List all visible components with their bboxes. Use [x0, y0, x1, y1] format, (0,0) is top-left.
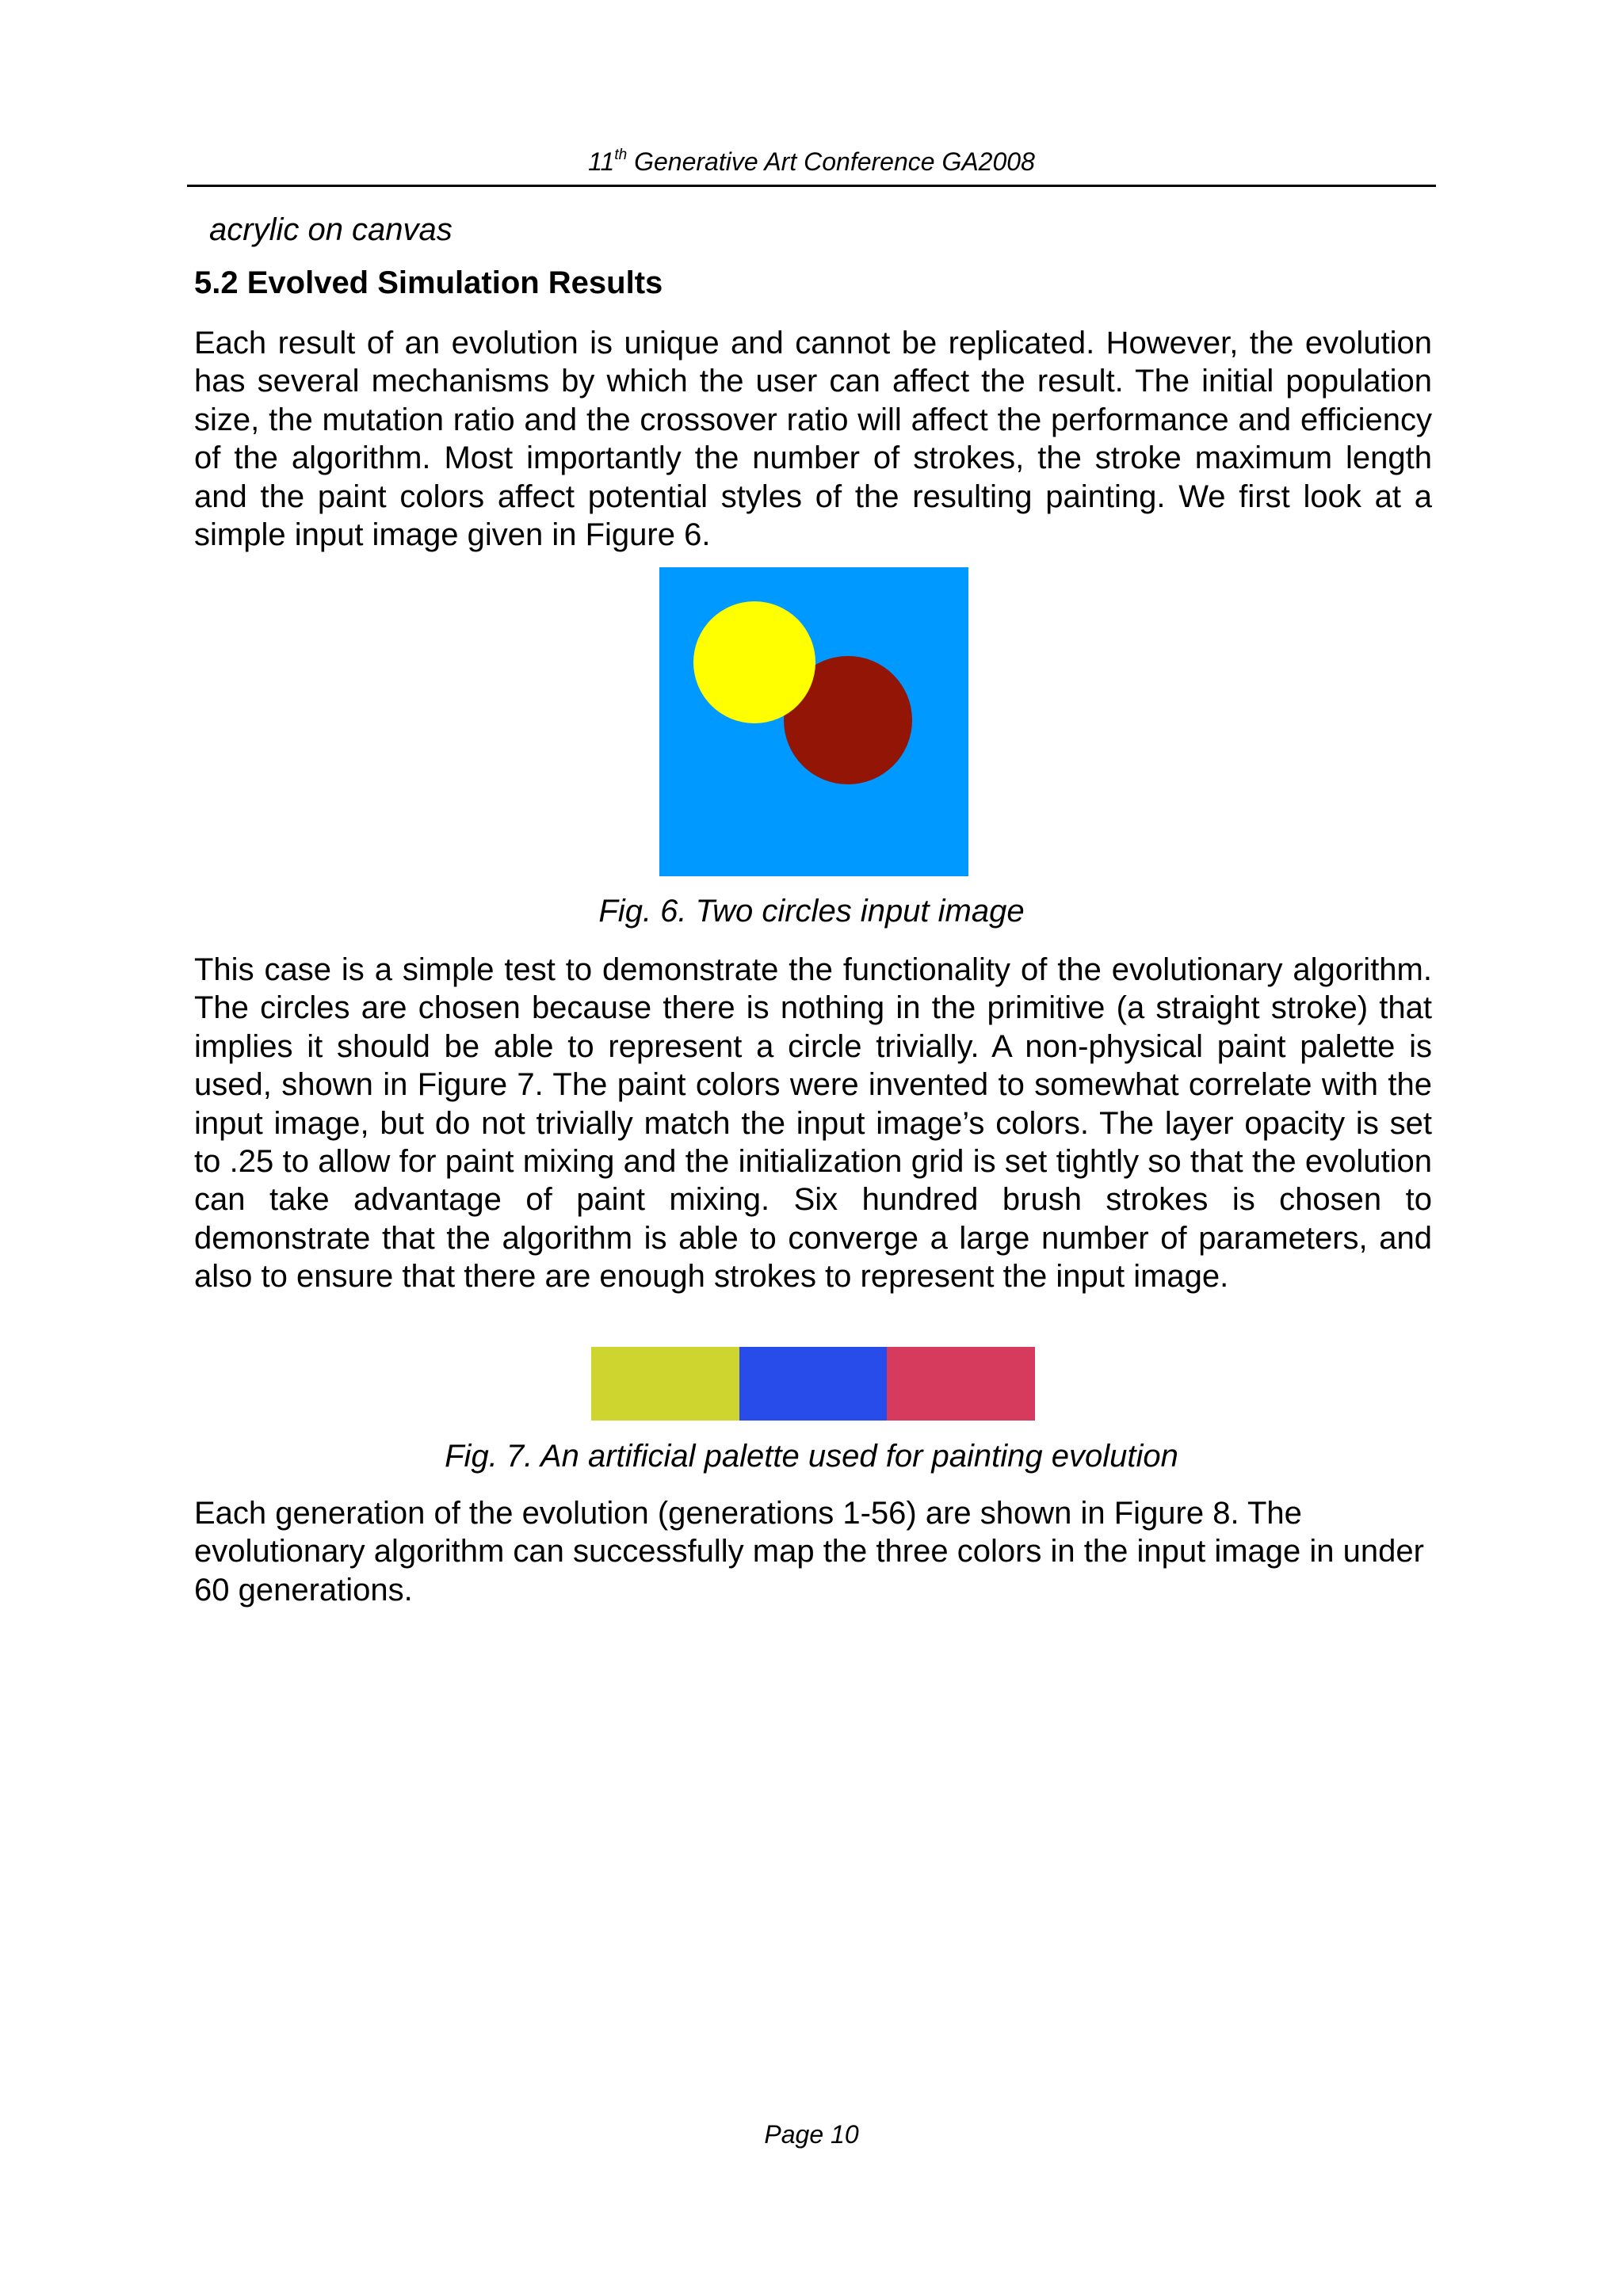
section-heading: 5.2 Evolved Simulation Results: [194, 265, 663, 300]
page-number: Page 10: [764, 2120, 859, 2149]
figure-7-caption: Fig. 7. An artificial palette used for painting evolution: [445, 1439, 1178, 1474]
header-prefix: 11: [588, 147, 615, 176]
figure-6-caption: Fig. 6. Two circles input image: [598, 894, 1025, 929]
body-paragraph-1: Each result of an evolution is unique and cannot be replicated. However, the evolution has several mechanisms by which the user can affect the result. The initial population size, the mutation ratio and the crossover ratio will affect the performance and efficiency of the algorithm. Most importantly the number of strokes, the stroke maximum length and the paint colors affect potential styles of the resulting painting. We first look at a simple input image given in Figure 6.: [194, 326, 1432, 553]
running-header: [187, 147, 1436, 177]
palette-swatch-yellow-green: [591, 1347, 739, 1421]
figure-6-yellow-circle: [693, 601, 815, 723]
header-title: Generative Art Conference GA2008: [627, 147, 1035, 176]
palette-swatch-pink: [887, 1347, 1035, 1421]
header-superscript: th: [614, 147, 628, 163]
body-paragraph-2: This case is a simple test to demonstrate the functionality of the evolutionary algorithm. The circles are chosen because there is nothing in the primitive (a straight stroke) that implies it should be able to represent a circle trivially. A non-physical paint palette is used, shown in Figure 7. The paint colors were invented to somewhat correlate with the input image, but do not trivially match the input image’s colors. The layer opacity is set to .25 to allow for paint mixing and the initialization grid is set tightly so that the evolution can take advantage of paint mixing. Six hundred brush strokes is chosen to demonstrate that the algorithm is able to converge a large number of parameters, and also to ensure that there are enough strokes to represent the input image.: [194, 952, 1432, 1295]
palette-swatch-blue: [739, 1347, 888, 1421]
figure-7-palette: [591, 1347, 1035, 1421]
figure-6-two-circles: [659, 567, 968, 876]
header-rule: [187, 185, 1436, 187]
body-paragraph-3: Each generation of the evolution (generations 1-56) are shown in Figure 8. The evolutionary algorithm can successfully map the three colors in the input image in under 60 generations.: [194, 1496, 1424, 1608]
previous-figure-caption-tail: acrylic on canvas: [209, 212, 453, 247]
